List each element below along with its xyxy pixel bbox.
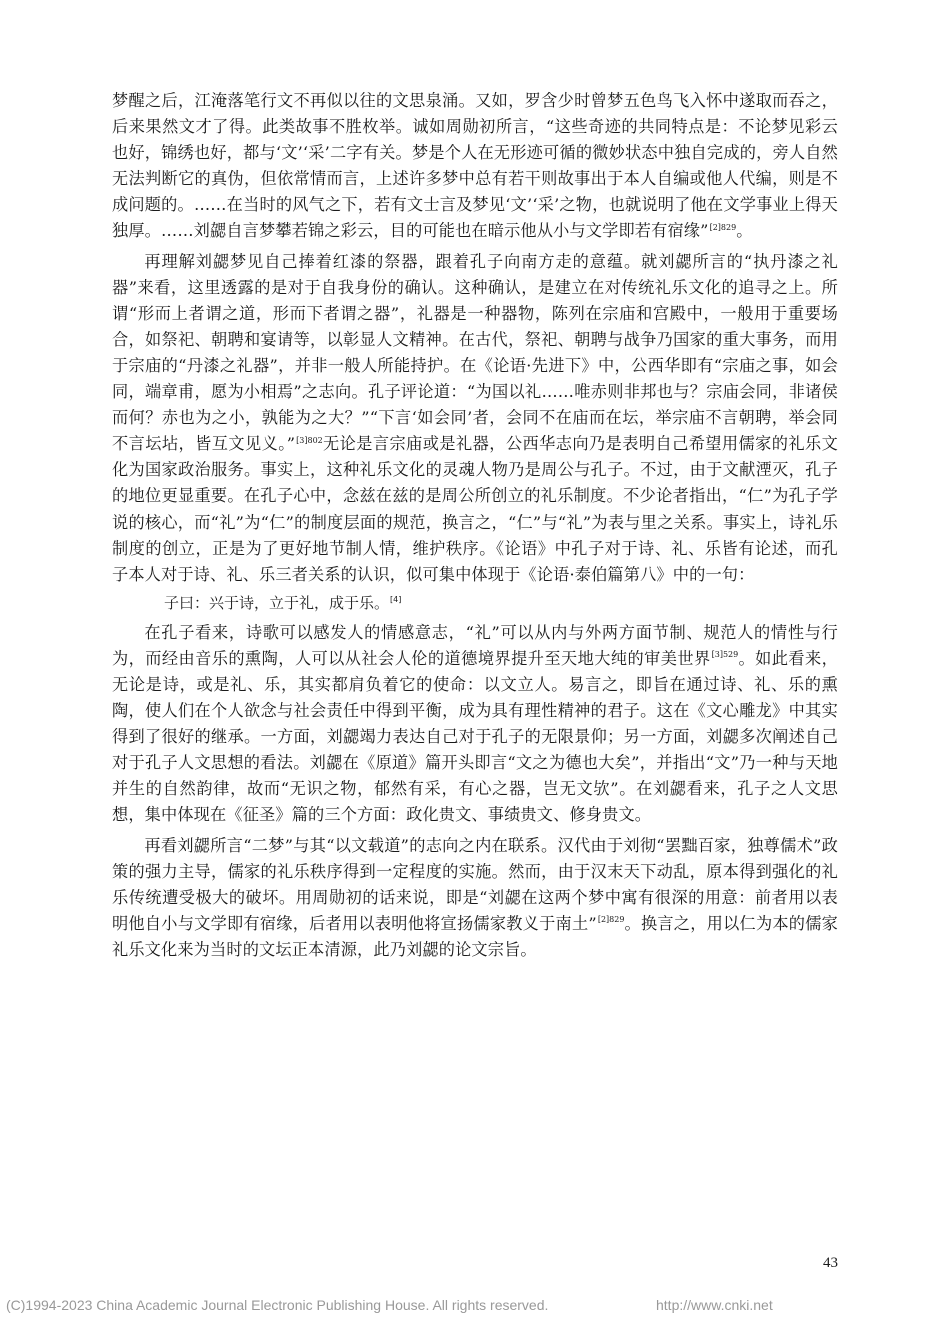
copyright-notice: (C)1994-2023 China Academic Journal Electronic Publishing House. All rights reserved. — [6, 1297, 549, 1313]
paragraph-text: 。如此看来，无论是诗，或是礼、乐，其实都肩负着它的使命：以文立人。易言之，即旨在通过诗、礼、乐的熏陶，使人们在个人欲念与社会责任中得到平衡，成为具有理性精神的君子。这在《文心雕龙》中其实得到了很好的继承。一方面，刘勰竭力表达自己对于孔子的无限景仰；另一方面，刘勰多次阐述自己对于孔子人文思想的看法。刘勰在《原道》篇开头即言“文之为德也大矣”，并指出“文”乃一种与天地并生的自然韵律，故而“无识之物，郁然有采，有心之器，岂无文欤”。在刘勰看来，孔子之人文思想，集中体现在《征圣》篇的三个方面：政化贵文、事绩贵文、修身贵文。 — [112, 648, 838, 825]
citation-superscript: [3]529 — [711, 650, 739, 660]
paragraph-text: 。 — [736, 221, 753, 241]
paragraph-1 — [112, 88, 838, 245]
citation-superscript: [4] — [390, 594, 402, 604]
block-quote — [112, 590, 838, 616]
citation-superscript: [3]802 — [296, 435, 323, 445]
paragraph-text: 再理解刘勰梦见自己捧着红漆的祭器，跟着孔子向南方走的意蕴。就刘勰所言的“执丹漆之礼器”来看，这里透露的是对于自我身份的确认。这种确认，是建立在对传统礼乐文化的追寻之上。所谓“形而上者谓之道，形而下者谓之器”，礼器是一种器物，陈列在宗庙和宫殿中，一般用于重要场合，如祭祀、朝聘和宴请等，以彰显人文精神。在古代，祭祀、朝聘与战争乃国家的重大事务，而用于宗庙的“丹漆之礼器”，并非一般人所能持护。在《论语·先进下》中，公西华即有“宗庙之事，如会同，端章甫，愿为小相焉”之志向。孔子评论道：“为国以礼……唯赤则非邦也与？宗庙会同，非诸侯而何？赤也为之小，孰能为之大？”“下言‘如会同’者，会同不在庙而在坛，举宗庙不言朝聘，举会同不言坛坫，皆互文见义。” — [112, 251, 838, 454]
article-body — [112, 88, 838, 963]
paragraph-3 — [112, 620, 838, 829]
paragraph-4 — [112, 833, 838, 963]
quote-text: 子曰：兴于诗，立于礼，成于乐。 — [164, 593, 390, 612]
paragraph-text: 。换言之，用以仁为本的儒家礼乐文化来为当时的文坛正本清源，此乃刘勰的论文宗旨。 — [112, 913, 838, 959]
citation-superscript: [2]829 — [597, 915, 625, 925]
footer — [6, 1297, 944, 1313]
paragraph-text: 再看刘勰所言“二梦”与其“以文载道”的志向之内在联系。汉代由于刘彻“罢黜百家，独尊儒术”政策的强力主导，儒家的礼乐秩序得到一定程度的实施。然而，由于汉末天下动乱，原本得到强化的礼乐传统遭受极大的破坏。用周勋初的话来说，即是“刘勰在这两个梦中寓有很深的用意：前者用以表明他自小与文学即有宿缘，后者用以表明他将宣扬儒家教义于南土” — [112, 835, 838, 933]
paragraph-2 — [112, 249, 838, 588]
website-link[interactable]: http://www.cnki.net — [656, 1297, 773, 1313]
paragraph-text: 无论是言宗庙或是礼器，公西华志向乃是表明自己希望用儒家的礼乐文化为国家政治服务。事实上，这种礼乐文化的灵魂人物乃是周公与孔子。不过，由于文献湮灭，孔子的地位更显重要。在孔子心中，念兹在兹的是周公所创立的礼乐制度。不少论者指出，“仁”为孔子学说的核心，而“礼”为“仁”的制度层面的规范，换言之，“仁”与“礼”为表与里之关系。事实上，诗礼乐制度的创立，正是为了更好地节制人情，维护秩序。《论语》中孔子对于诗、礼、乐皆有论述，而孔子本人对于诗、礼、乐三者关系的认识，似可集中体现于《论语·泰伯篇第八》中的一句： — [112, 434, 838, 584]
citation-superscript: [2]829 — [709, 223, 737, 233]
paragraph-text: 梦醒之后，江淹落笔行文不再似以往的文思泉涌。又如，罗含少时曾梦五色鸟飞入怀中遂取而吞之，后来果然文才了得。此类故事不胜枚举。诚如周勋初所言，“这些奇迹的共同特点是：不论梦见彩云也好，锦绣也好，都与‘文’‘采’二字有关。梦是个人在无形迹可循的微妙状态中独自完成的，旁人自然无法判断它的真伪，但依常情而言，上述许多梦中总有若干则故事出于本人自编或他人代编，则是不成问题的。……在当时的风气之下，若有文士言及梦见‘文’‘采’之物，也就说明了他在文学事业上得天独厚。……刘勰自言梦攀若锦之彩云，目的可能也在暗示他从小与文学即若有宿缘” — [112, 91, 838, 241]
page-number: 43 — [823, 1255, 838, 1271]
paragraph-text: 在孔子看来，诗歌可以感发人的情感意志，“礼”可以从内与外两方面节制、规范人的情性与行为，而经由音乐的熏陶，人可以从社会人伦的道德境界提升至天地大纯的审美世界 — [112, 622, 838, 668]
